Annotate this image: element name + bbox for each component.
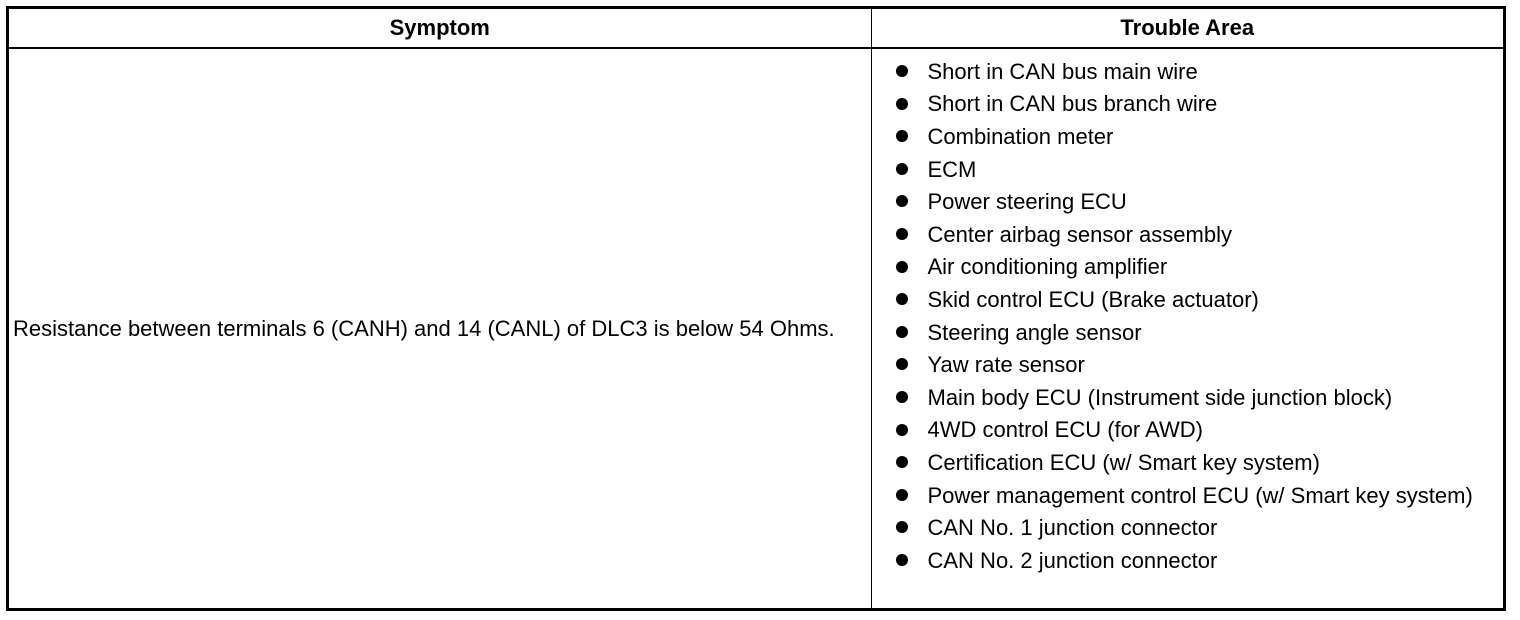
trouble-area-text: Center airbag sensor assembly (927, 221, 1232, 247)
bullet-icon (896, 98, 908, 110)
bullet-icon (896, 326, 908, 338)
trouble-area-text: Skid control ECU (Brake actuator) (927, 286, 1259, 312)
trouble-area-text: CAN No. 1 junction connector (927, 515, 1218, 541)
trouble-area-item (894, 283, 1484, 316)
trouble-area-text: Short in CAN bus main wire (927, 58, 1198, 84)
trouble-area-text: Steering angle sensor (927, 319, 1142, 345)
bullet-icon (896, 521, 908, 533)
trouble-area-text: Air conditioning amplifier (927, 254, 1168, 280)
trouble-area-text: Main body ECU (Instrument side junction block) (927, 384, 1393, 410)
trouble-area-item (894, 511, 1484, 544)
bullet-icon (896, 261, 908, 273)
trouble-area-text: Certification ECU (w/ Smart key system) (927, 449, 1320, 475)
bullet-icon (896, 293, 908, 305)
trouble-area-item (894, 544, 1484, 577)
bullet-icon (896, 391, 908, 403)
trouble-area-text: Power steering ECU (927, 189, 1127, 215)
trouble-table (9, 9, 1503, 608)
symptom-cell: Resistance between terminals 6 (CANH) and 14 (CANL) of DLC3 is below 54 Ohms. (9, 48, 871, 608)
trouble-area-item (894, 185, 1484, 218)
bullet-icon (896, 489, 908, 501)
table-header-row (9, 9, 1503, 48)
trouble-area-text: Power management control ECU (w/ Smart key system) (927, 482, 1473, 508)
trouble-area-item (894, 381, 1484, 414)
trouble-area-text: CAN No. 2 junction connector (927, 547, 1218, 573)
trouble-area-text: ECM (927, 156, 977, 182)
table-row (9, 48, 1503, 608)
bullet-icon (896, 228, 908, 240)
symptom-column-header: Symptom (9, 9, 871, 48)
trouble-area-text: 4WD control ECU (for AWD) (927, 417, 1203, 443)
trouble-area-item (894, 120, 1484, 153)
bullet-icon (896, 65, 908, 77)
bullet-icon (896, 195, 908, 207)
bullet-icon (896, 554, 908, 566)
bullet-icon (896, 130, 908, 142)
trouble-area-list (894, 55, 1484, 577)
trouble-area-item (894, 88, 1484, 121)
bullet-icon (896, 358, 908, 370)
bullet-icon (896, 456, 908, 468)
trouble-area-item (894, 251, 1484, 284)
trouble-area-item (894, 55, 1484, 88)
trouble-area-cell (871, 48, 1503, 608)
trouble-area-text: Yaw rate sensor (927, 352, 1085, 378)
trouble-area-item (894, 153, 1484, 186)
trouble-area-column-header: Trouble Area (871, 9, 1503, 48)
trouble-area-item (894, 348, 1484, 381)
trouble-area-item (894, 316, 1484, 349)
bullet-icon (896, 163, 908, 175)
trouble-area-text: Combination meter (927, 123, 1114, 149)
trouble-area-item (894, 479, 1484, 512)
trouble-area-item (894, 218, 1484, 251)
trouble-area-item (894, 446, 1484, 479)
trouble-area-text: Short in CAN bus branch wire (927, 91, 1218, 117)
bullet-icon (896, 424, 908, 436)
trouble-area-item (894, 414, 1484, 447)
trouble-table-container (6, 6, 1506, 611)
